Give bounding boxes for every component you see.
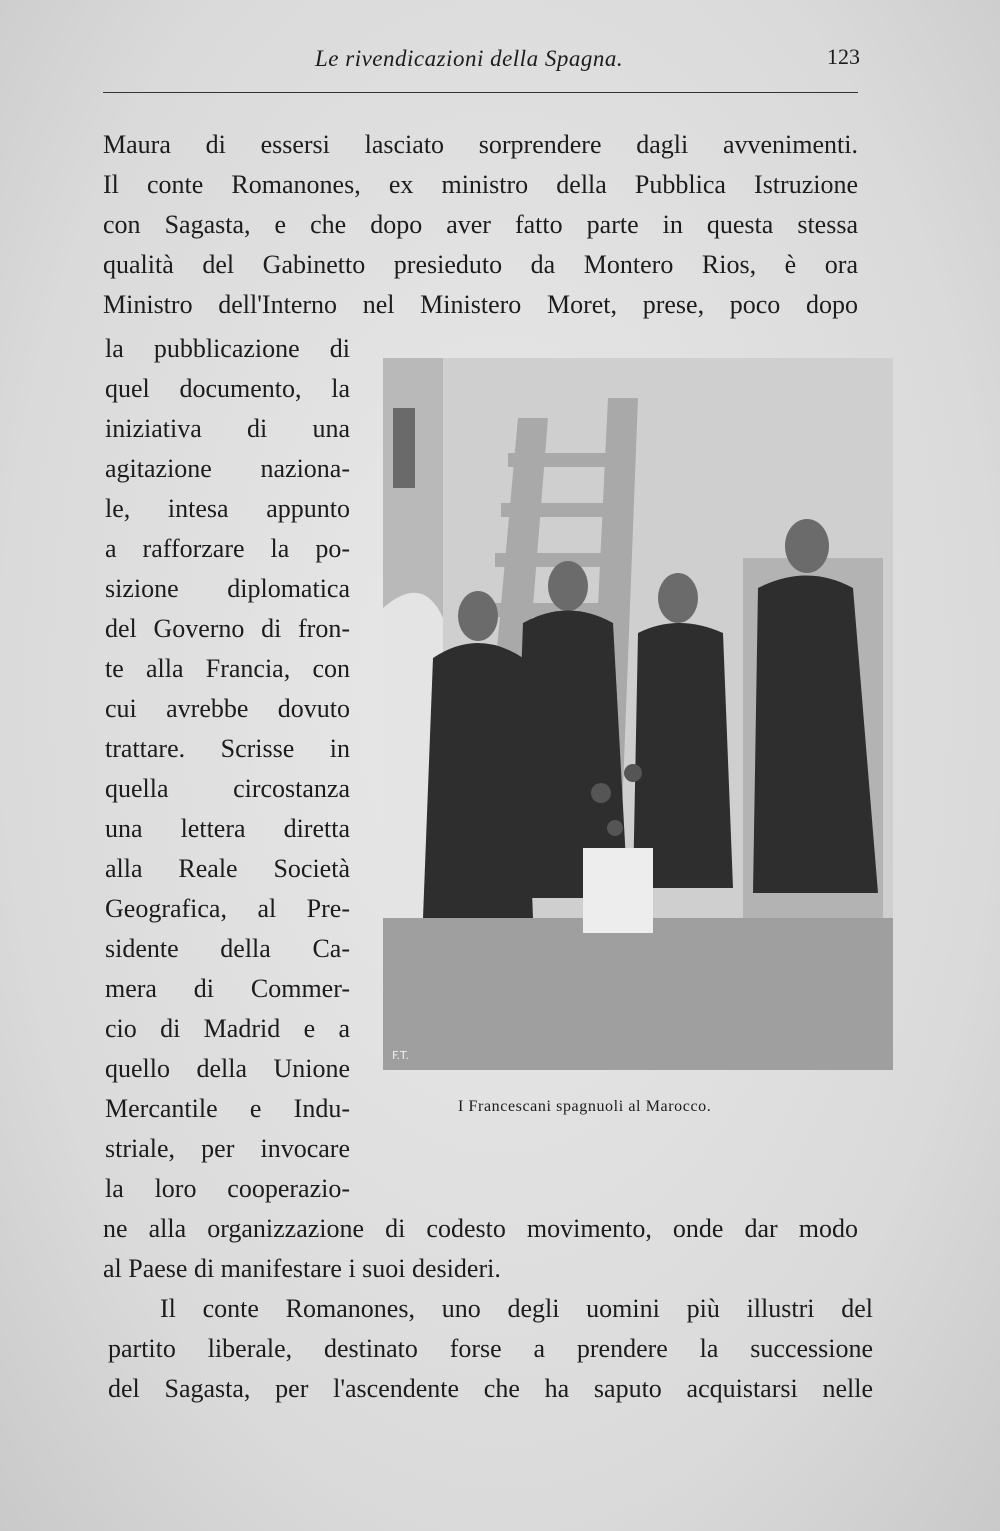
text-line: con Sagasta, e che dopo aver fatto parte in questa stessa <box>103 210 858 239</box>
text-line: a rafforzare la po- <box>105 534 350 563</box>
text-line: ne alla organizzazione di codesto movimento, onde dar modo <box>103 1214 858 1243</box>
text-line: quello della Unione <box>105 1054 350 1083</box>
page-number: 123 <box>827 44 860 69</box>
photograph-franciscans <box>383 358 893 1070</box>
figure-caption: I Francescani spagnuoli al Marocco. <box>458 1098 712 1115</box>
text-line: Maura di essersi lasciato sorprendere dagli avvenimenti. <box>103 130 858 159</box>
text-line: del Governo di fron- <box>105 614 350 643</box>
text-line: partito liberale, destinato forse a prendere la successione <box>108 1334 873 1363</box>
text-line: mera di Commer- <box>105 974 350 1003</box>
text-line: una lettera diretta <box>105 814 350 843</box>
photo-monogram: F.T. <box>392 1049 409 1062</box>
text-line: te alla Francia, con <box>105 654 350 683</box>
text-line: Mercantile e Indu- <box>105 1094 350 1123</box>
text-line: Geografica, al Pre- <box>105 894 350 923</box>
running-head <box>100 42 860 82</box>
text-line: trattare. Scrisse in <box>105 734 350 763</box>
text-line: sidente della Ca- <box>105 934 350 963</box>
text-line: quella circostanza <box>105 774 350 803</box>
text-line: qualità del Gabinetto presieduto da Montero Rios, è ora <box>103 250 858 279</box>
text-line: cio di Madrid e a <box>105 1014 350 1043</box>
text-line: la loro cooperazio- <box>105 1174 350 1203</box>
text-line: le, intesa appunto <box>105 494 350 523</box>
text-line: Ministro dell'Interno nel Ministero Moret, prese, poco dopo <box>103 290 858 319</box>
text-line: iniziativa di una <box>105 414 350 443</box>
text-line: Il conte Romanones, ex ministro della Pubblica Istruzione <box>103 170 858 199</box>
text-line: agitazione naziona- <box>105 454 350 483</box>
photograph-illustration <box>383 358 893 1070</box>
text-line: quel documento, la <box>105 374 350 403</box>
text-line: alla Reale Società <box>105 854 350 883</box>
text-line: cui avrebbe dovuto <box>105 694 350 723</box>
text-line: sizione diplomatica <box>105 574 350 603</box>
text-line: del Sagasta, per l'ascendente che ha saputo acquistarsi nelle <box>108 1374 873 1403</box>
header-rule <box>103 92 858 93</box>
text-line: striale, per invocare <box>105 1134 350 1163</box>
text-line: Il conte Romanones, uno degli uomini più illustri del <box>160 1294 873 1323</box>
text-line: al Paese di manifestare i suoi desideri. <box>103 1254 501 1283</box>
text-line: la pubblicazione di <box>105 334 350 363</box>
running-title: Le rivendicazioni della Spagna. <box>315 46 624 71</box>
